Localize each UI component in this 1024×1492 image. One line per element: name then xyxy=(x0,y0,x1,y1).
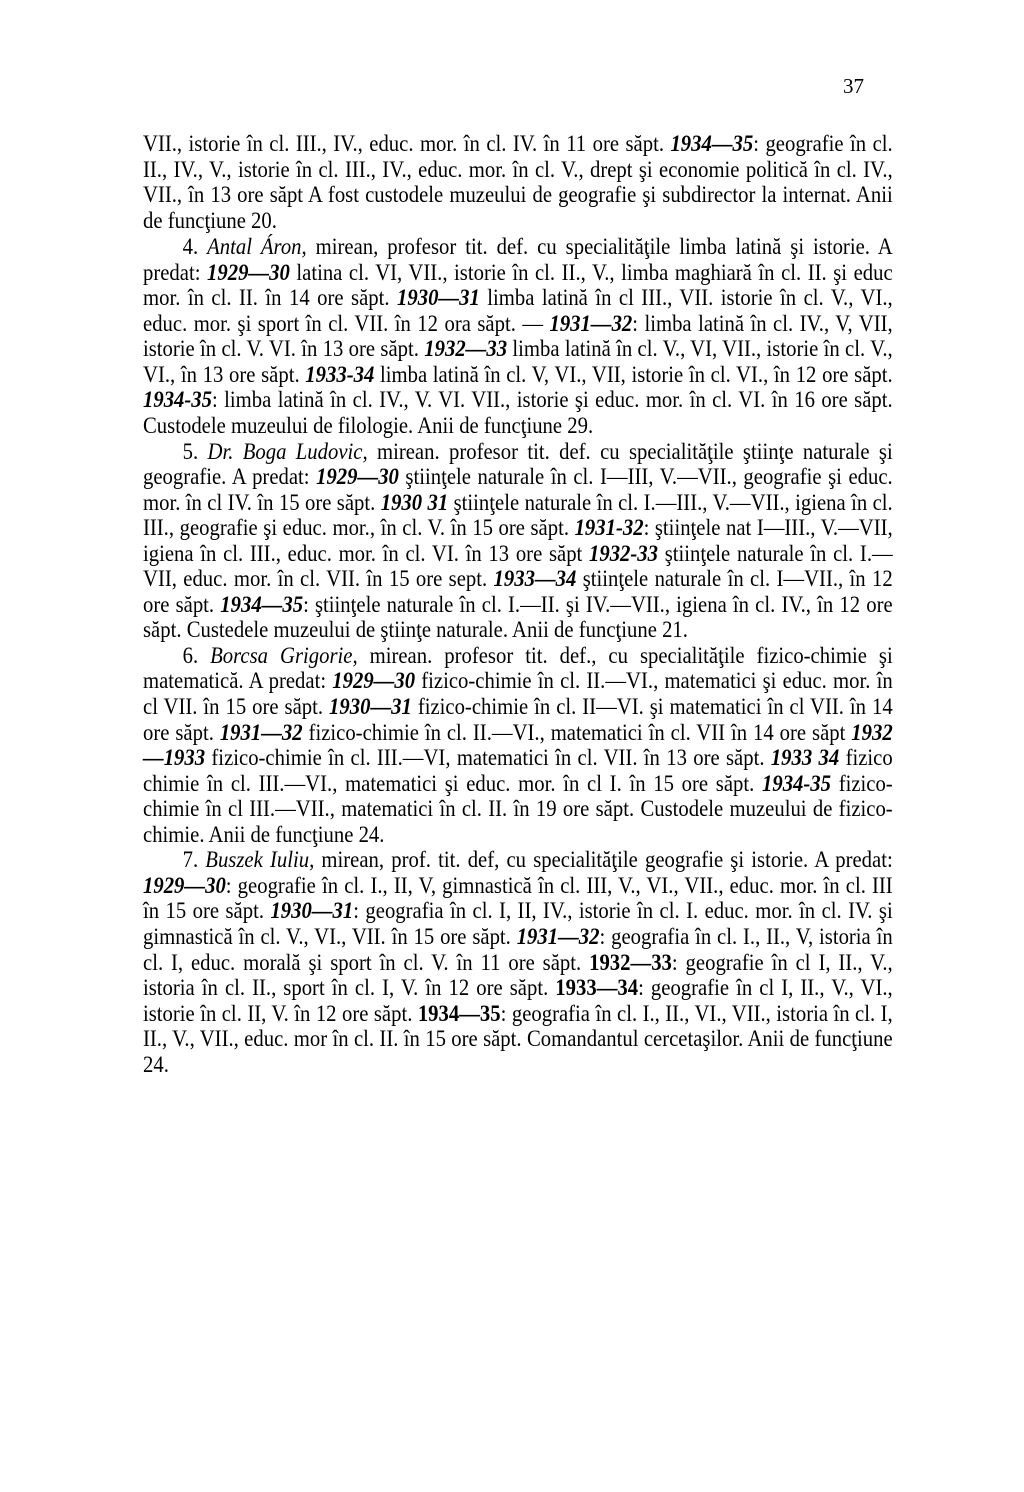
school-year: 1929—30 xyxy=(332,668,416,694)
school-year: 1931-32 xyxy=(574,515,644,541)
school-year: 1929—30 xyxy=(207,259,290,285)
text-run: : geografie în cl I, II., V., VI., istorie în cl. II, V. în 12 ore săpt. xyxy=(143,975,893,1026)
text-run: mirean, profesor tit. def. cu specialităţile limba latină şi istorie. A predat: xyxy=(143,234,893,285)
text-run: limba latină în cl III., VII. istorie în cl. V., VI., educ. mor. şi sport în cl. VII. în 12 ora săpt. — xyxy=(143,285,893,336)
text-run: : ştiinţele naturale în cl. I.—II. şi IV.—VII., igiena în cl. IV., în 12 ore săpt. Custedele muzeului de ştiinţe naturale. Anii de funcţiune 21. xyxy=(143,591,893,643)
page-number: 37 xyxy=(843,74,864,98)
school-year: 1929—30 xyxy=(316,464,399,490)
text-run: limba latină în cl. V, VI., VII, istorie în cl. VI., în 12 ore săpt. xyxy=(374,361,893,387)
school-year: 1931—32 xyxy=(549,310,633,336)
text-run: fizico-chimie în cl III.—VII., matematici în cl. II. în 19 ore săpt. Custodele muzeului de fizico-chimie. Anii de funcţiune 24. xyxy=(143,770,893,847)
paragraph-entry-6 xyxy=(143,643,893,847)
text-run: : geografia în cl. I., II., VI., VII., istoria în cl. I, II., V., VII., educ. mor în cl. II. în 15 ore săpt. Comandantul cercetaşilor. Anii de funcţiune 24. xyxy=(143,1000,893,1077)
text-run: ştiinţele naturale în cl. I—III, V.—VII., geografie şi educ. mor. în cl IV. în 15 ore săpt. xyxy=(143,464,893,515)
text-run: ştiinţele naturale în cl. I.—III., V.—VII., igiena în cl. III., geografie şi educ. mor., în cl. V. în 15 ore săpt. xyxy=(143,489,893,541)
text-run: ştiinţele naturale în cl. I—VII., în 12 ore săpt. xyxy=(143,566,893,617)
text-run: fizico-chimie în cl. II.—VI., matematici în cl. VII în 14 ore săpt xyxy=(302,719,852,745)
text-run: limba latină în cl. V., VI, VII., istorie în cl. V., VI., în 13 ore săpt. xyxy=(143,336,893,387)
school-year: 1933 34 xyxy=(770,745,840,771)
text-run: : ştiinţele nat I—III., V.—VII, igiena în cl. III., educ. mor. în cl. VI. în 13 ore săpt xyxy=(143,515,893,566)
teacher-name: Buszek Iuliu, xyxy=(205,847,315,873)
school-year: 1932—1933 xyxy=(143,719,893,771)
paragraph-entry-4 xyxy=(143,234,893,438)
paragraph-continuation xyxy=(143,131,893,233)
school-year: 1930—31 xyxy=(397,285,480,311)
school-year: 1931—32 xyxy=(516,923,600,949)
text-run: fizico-chimie în cl. II—VI. şi matematici în cl VII. în 14 ore săpt. xyxy=(143,694,893,745)
school-year: 1934-35 xyxy=(761,770,831,796)
text-run: : geografie în cl I, II., V., istoria în cl. II., sport în cl. I, V. în 12 ore săpt. xyxy=(143,949,893,1001)
body-text xyxy=(143,131,893,1077)
text-run: : geografie în cl. II., IV., V., istorie în cl. III., IV., educ. mor. în cl. V., drept şi economie politică în cl. IV., VII., în 13 ore săpt A fost custodele muzeului de geografie şi subdirector la internat. Anii de funcţiune 20. xyxy=(143,131,893,233)
school-year: 1930 31 xyxy=(380,489,449,515)
school-year: 1931—32 xyxy=(219,719,303,745)
text-run: : limba latină în cl. IV., V, VII, istorie în cl. V. VI. în 13 ore săpt. xyxy=(143,310,893,362)
text-run: : limba latină în cl. IV., V. VI. VII., istorie şi educ. mor. în cl. VI. în 16 ore săpt. Custodele muzeului de filologie. Anii de funcţiune 29. xyxy=(143,387,893,439)
teacher-name: Borcsa Grigorie, xyxy=(210,642,358,668)
text-run: 5. xyxy=(182,438,208,464)
school-year: 1932—33 xyxy=(589,949,672,975)
teacher-name: Dr. Boga Ludovic, xyxy=(207,438,368,464)
school-year: 1933—34 xyxy=(493,566,577,592)
school-year: 1932—33 xyxy=(424,336,508,362)
school-year: 1932-33 xyxy=(589,540,659,566)
text-run: mirean, prof. tit. def, cu specialităţile geografie şi istorie. A predat: xyxy=(314,847,893,873)
text-run: mirean. profesor tit. def., cu specialităţile fizico-chimie şi matematică. A predat: xyxy=(143,642,893,694)
text-run: : geografia în cl. I., II., V, istoria în cl. I, educ. morală şi sport în cl. V. în 11 ore săpt. xyxy=(143,923,893,975)
text-run: mirean. profesor tit. def. cu specialităţile ştiinţe naturale şi geografie. A predat: xyxy=(143,438,893,490)
text-run: fizico chimie în cl. III.—VI., matematici şi educ. mor. în cl I. în 15 ore săpt. xyxy=(143,745,893,796)
paragraph-entry-5 xyxy=(143,439,893,643)
text-run: : geografie în cl. I., II, V, gimnastică în cl. III, V., VI., VII., educ. mor. în cl. III în 15 ore săpt. xyxy=(143,872,893,924)
text-run: 6. xyxy=(182,642,211,668)
school-year: 1930—31 xyxy=(329,694,412,720)
text-run: fizico-chimie în cl. II.—VI., matematici şi educ. mor. în cl VII. în 15 ore săpt. xyxy=(143,668,893,720)
text-run: VII., istorie în cl. III., IV., educ. mor. în cl. IV. în 11 ore săpt. xyxy=(143,131,671,156)
paragraph-entry-7 xyxy=(143,847,893,1077)
school-year: 1934—35 xyxy=(220,591,304,617)
text-run: : geografia în cl. I, II, IV., istorie în cl. I. educ. mor. în cl. IV. şi gimnastică în cl. V., VI., VII. în 15 ore săpt. xyxy=(143,898,893,949)
school-year: 1930—31 xyxy=(270,898,354,924)
text-run: latina cl. VI, VII., istorie în cl. II., V., limba maghiară în cl. II. şi educ mor. în cl. II. în 14 ore săpt. xyxy=(143,259,893,311)
school-year: 1934-35 xyxy=(143,387,213,413)
school-year: 1934—35 xyxy=(670,131,754,156)
school-year: 1929—30 xyxy=(143,872,226,898)
teacher-name: Antal Áron, xyxy=(207,234,307,260)
school-year: 1933-34 xyxy=(305,361,375,387)
school-year: 1934—35 xyxy=(417,1000,501,1026)
text-run: 4. xyxy=(182,234,208,260)
text-run: ştiinţele naturale în cl. I.—VII, educ. mor. în cl. VII. în 15 ore sept. xyxy=(143,540,893,592)
school-year: 1933—34 xyxy=(555,975,639,1001)
text-run: 7. xyxy=(182,847,206,873)
text-run: fizico-chimie în cl. III.—VI, matematici în cl. VII. în 13 ore săpt. xyxy=(205,745,771,771)
